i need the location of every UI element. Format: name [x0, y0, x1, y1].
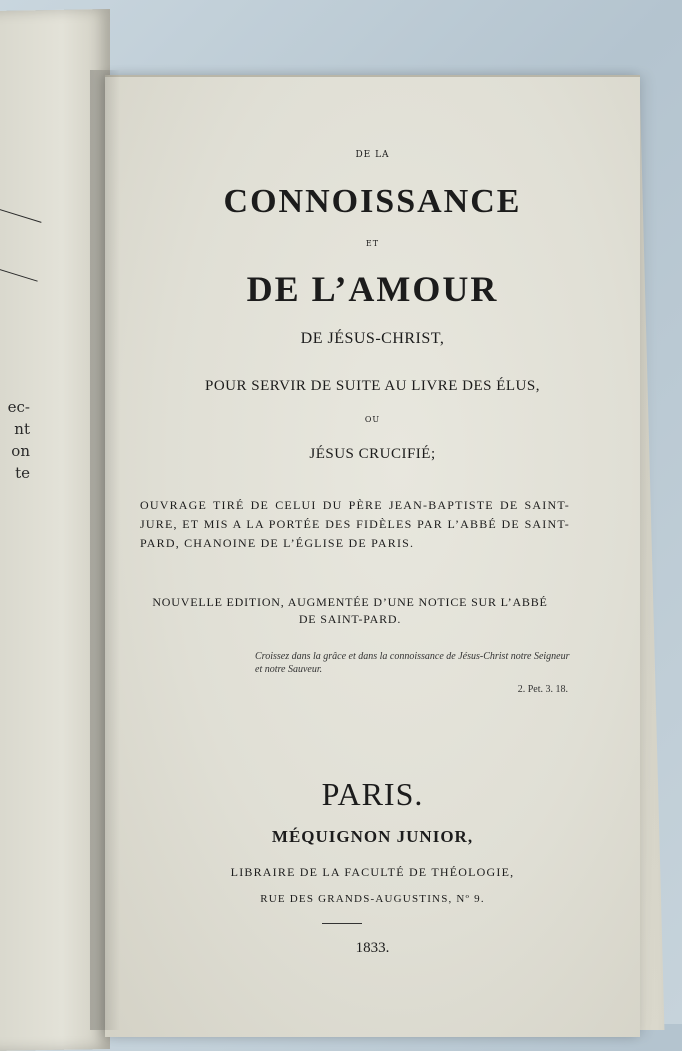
subtitle-3: JÉSUS CRUCIFIÉ; — [309, 446, 436, 462]
left-fragment: on — [11, 442, 30, 460]
imprint-year: 1833. — [355, 940, 390, 956]
description-paragraph: OUVRAGE TIRÉ DE CELUI DU PÈRE JEAN-BAPTISTE DE SAINT-JURE, ET MIS A LA PORTÉE DES FIDÈLES PAR L’ABBÉ DE SAINT-PARD, CHANOINE DE L’ÉGLISE DE PARIS. — [140, 498, 570, 550]
left-page-text-fragments — [0, 396, 30, 484]
title-line-1: CONNOISSANCE — [223, 183, 522, 220]
title-conjunction: ET — [365, 239, 380, 248]
left-fragment: te — [15, 464, 30, 482]
subtitle-1: DE JÉSUS-CHRIST, — [300, 330, 445, 347]
left-fragment: ec- — [7, 398, 30, 416]
epigraph-reference: 2. Pet. 3. 18. — [517, 684, 568, 695]
imprint-city: PARIS. — [321, 776, 424, 812]
edition-note: NOUVELLE EDITION, AUGMENTÉE D’UNE NOTICE SUR L’ABBÉ DE SAINT-PARD. — [152, 595, 548, 626]
subtitle-conjunction: OU — [364, 415, 381, 424]
imprint-publisher: MÉQUIGNON JUNIOR, — [271, 827, 474, 846]
title-prefix: DE LA — [355, 150, 390, 160]
subtitle-2: POUR SERVIR DE SUITE AU LIVRE DES ÉLUS, — [205, 378, 540, 394]
imprint-address: RUE DES GRANDS-AUGUSTINS, Nº 9. — [260, 893, 485, 905]
left-fragment: nt — [14, 420, 30, 438]
left-page-rule — [0, 266, 38, 282]
epigraph: Croissez dans la grâce et dans la connoissance de Jésus-Christ notre Seigneur et notre Sauveur. — [255, 651, 570, 675]
imprint-publisher-role: LIBRAIRE DE LA FACULTÉ DE THÉOLOGIE, — [230, 865, 515, 879]
left-page-rule — [0, 206, 42, 223]
title-line-2: DE L’AMOUR — [246, 269, 499, 309]
imprint-divider — [322, 923, 362, 924]
